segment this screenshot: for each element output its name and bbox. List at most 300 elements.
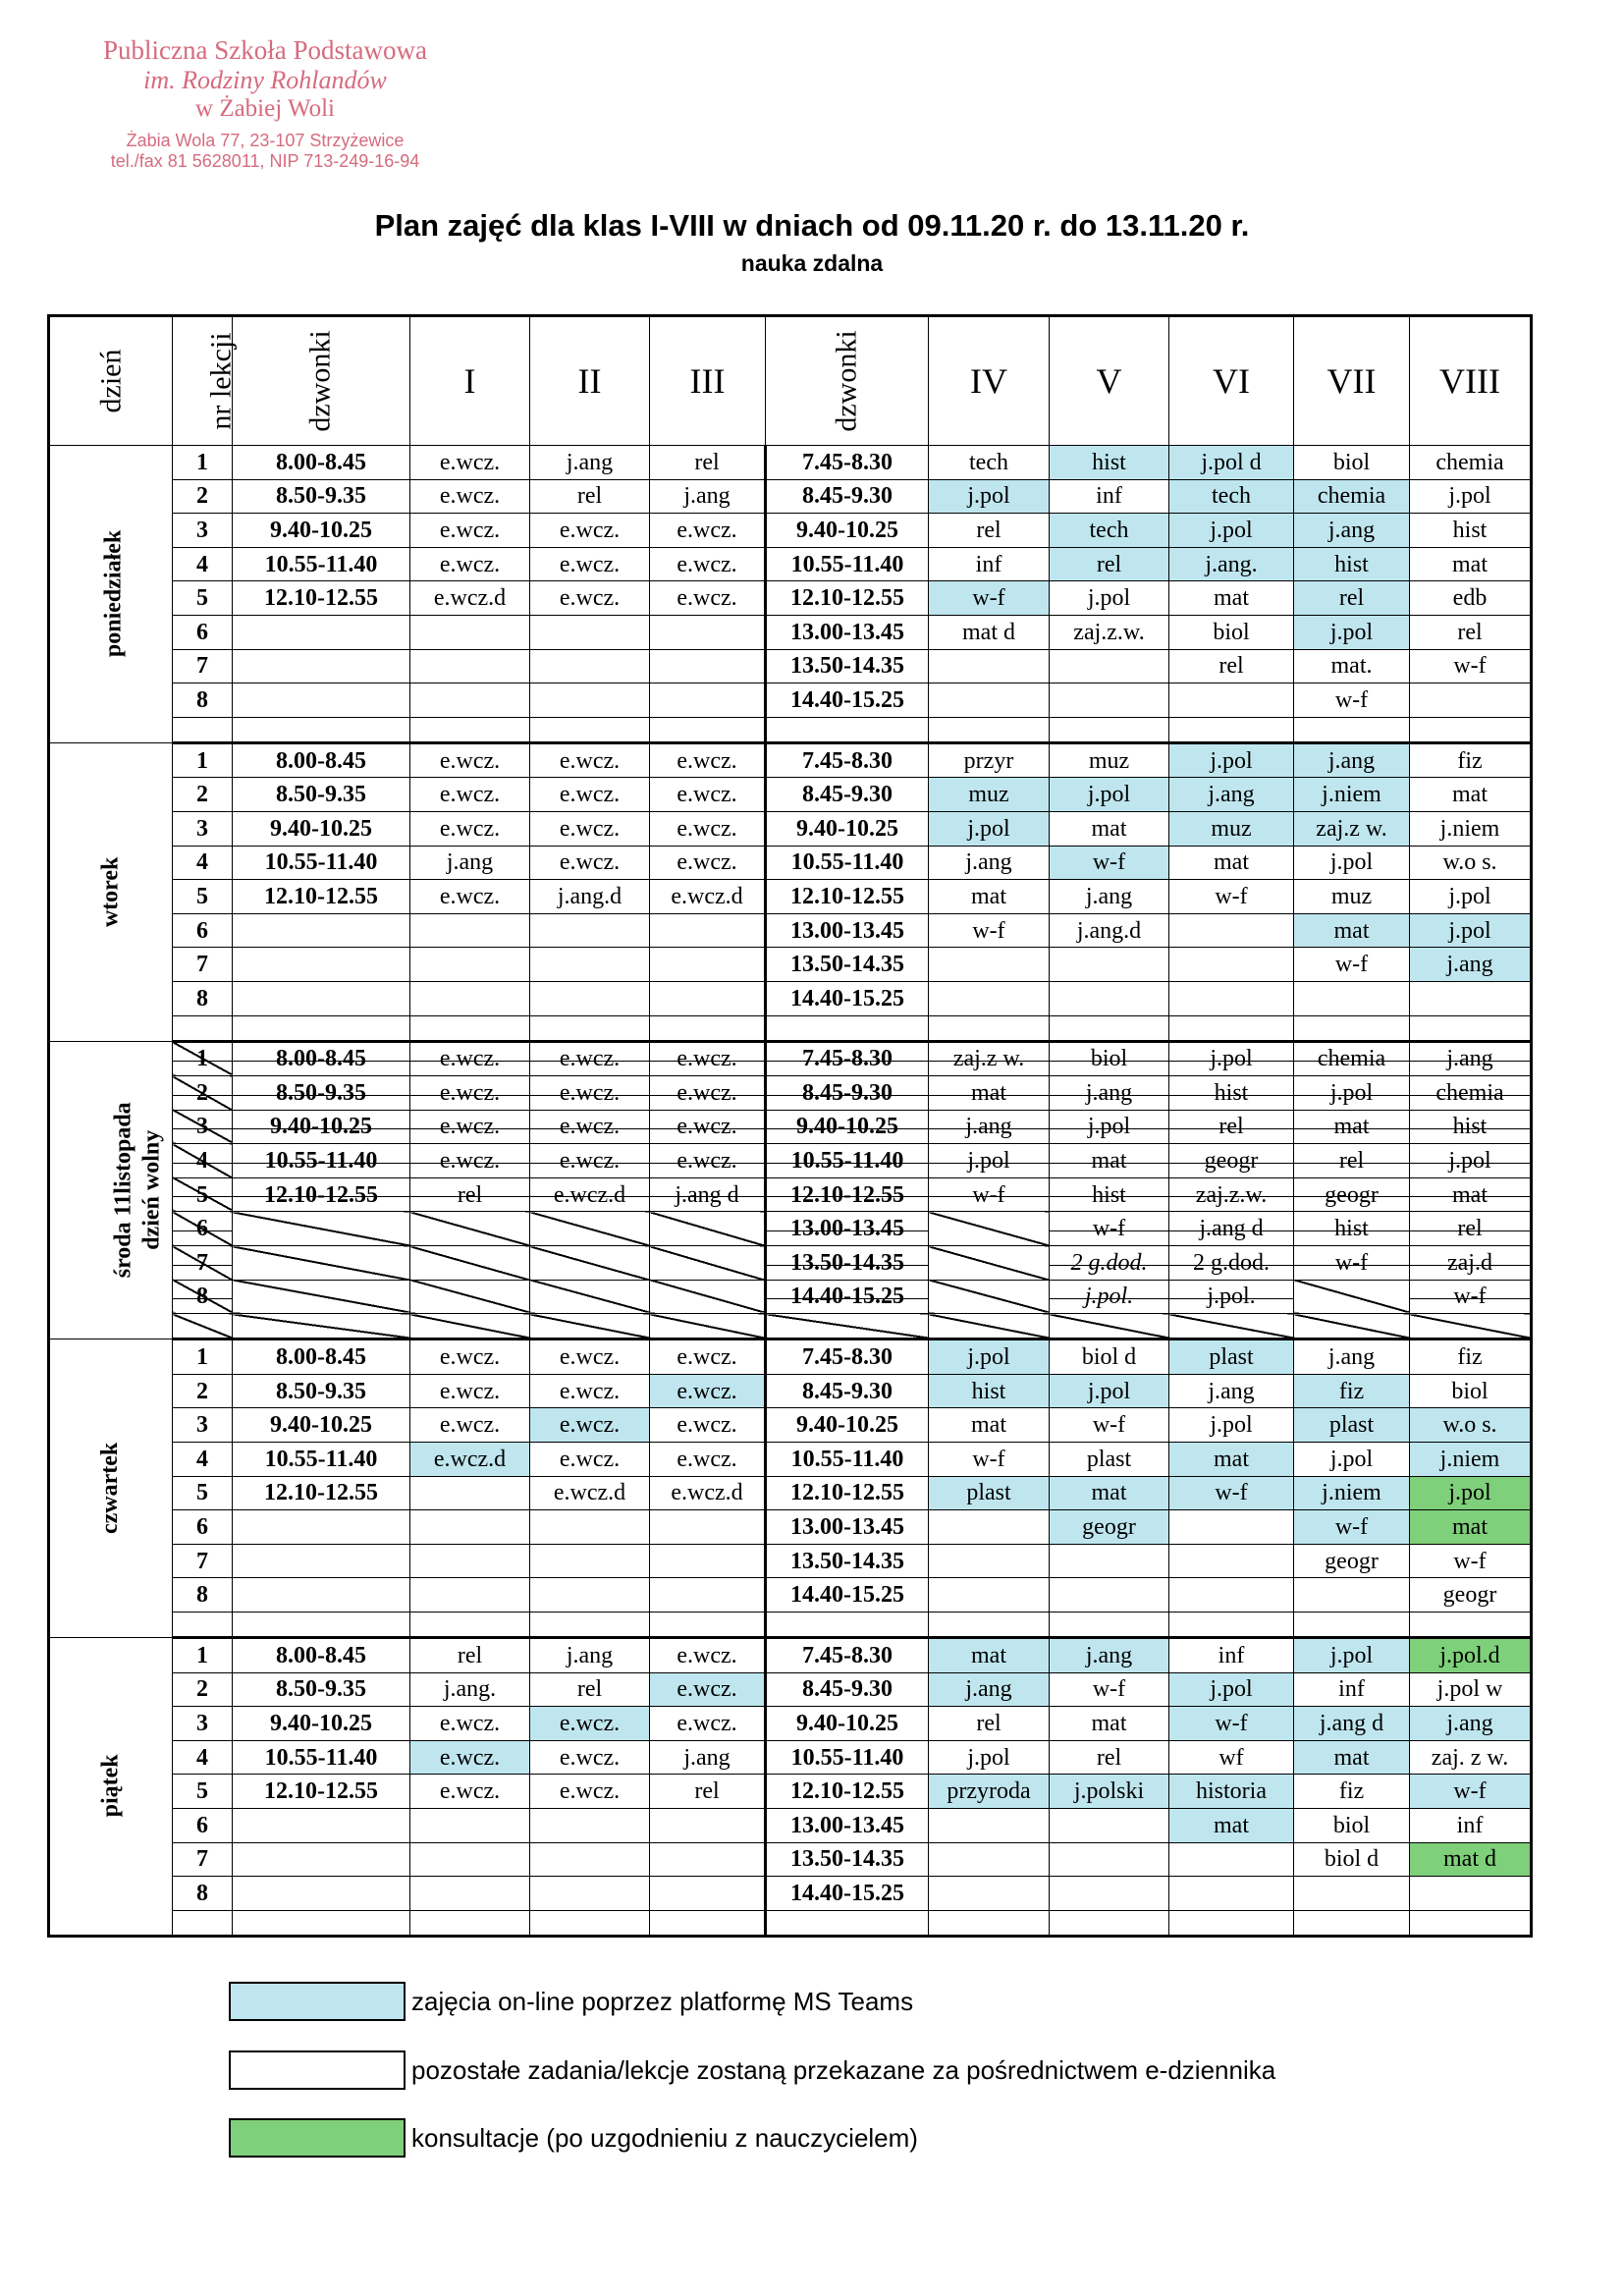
cell-class-VII: j.ang — [1294, 1339, 1410, 1375]
cell-class-IV: w-f — [929, 1443, 1050, 1477]
cell-class-VII: biol — [1294, 446, 1410, 480]
cell-class-VIII: edb — [1410, 581, 1532, 616]
cell-class-VIII: hist — [1410, 514, 1532, 548]
cell-class-VI: zaj.z.w. — [1169, 1177, 1294, 1212]
cell-class-I: e.wcz. — [410, 1144, 530, 1178]
cell-class-VIII: j.ang — [1410, 1041, 1532, 1076]
bell-time-2: 9.40-10.25 — [766, 1707, 929, 1741]
cell-class-II: rel — [530, 1672, 650, 1707]
lesson-number: 6 — [173, 615, 233, 649]
cell-class-IV: w-f — [929, 913, 1050, 948]
spacer-cell — [530, 1613, 650, 1638]
spacer-cell — [766, 1015, 929, 1041]
bell-time-2: 13.50-14.35 — [766, 1842, 929, 1877]
cell-class-III: e.wcz. — [650, 1672, 766, 1707]
table-row — [49, 615, 1532, 649]
lesson-number: 8 — [173, 1280, 233, 1314]
bell-time — [233, 1808, 410, 1842]
cell-class-V: tech — [1050, 514, 1169, 548]
cell-class-II: e.wcz. — [530, 846, 650, 880]
cell-class-V: w-f — [1050, 1212, 1169, 1246]
stamp-line-patron: im. Rodziny Rohlandów — [143, 66, 387, 94]
cell-class-V: geogr — [1050, 1510, 1169, 1545]
table-row — [49, 1707, 1532, 1741]
cell-class-IV — [929, 1578, 1050, 1613]
bell-time-2: 8.45-9.30 — [766, 1374, 929, 1408]
cell-class-VI: mat — [1169, 581, 1294, 616]
bell-time: 10.55-11.40 — [233, 1443, 410, 1477]
cell-class-I: rel — [410, 1177, 530, 1212]
cell-class-VI: j.ang. — [1169, 547, 1294, 581]
cell-class-VII — [1294, 981, 1410, 1015]
header-class-V: V — [1050, 316, 1169, 446]
cell-class-III: e.wcz. — [650, 1144, 766, 1178]
cell-class-VIII: w.o s. — [1410, 1408, 1532, 1443]
spacer-cell — [1169, 1015, 1294, 1041]
stamp-line-town: w Żabiej Woli — [195, 95, 335, 122]
header-class-VIII: VIII — [1410, 316, 1532, 446]
cell-class-I — [410, 1476, 530, 1510]
cell-class-V — [1050, 1544, 1169, 1578]
cell-class-V — [1050, 1842, 1169, 1877]
spacer-cell — [1294, 1910, 1410, 1936]
table-row — [49, 1212, 1532, 1246]
bell-time: 10.55-11.40 — [233, 846, 410, 880]
cell-class-II: e.wcz. — [530, 811, 650, 846]
day-spacer-row — [49, 717, 1532, 742]
table-row — [49, 514, 1532, 548]
bell-time: 9.40-10.25 — [233, 1707, 410, 1741]
cell-class-VIII: j.pol — [1410, 1476, 1532, 1510]
bell-time — [233, 1246, 410, 1281]
spacer-cell — [766, 1613, 929, 1638]
lesson-number: 4 — [173, 1443, 233, 1477]
bell-time-2: 10.55-11.40 — [766, 1740, 929, 1775]
lesson-number: 2 — [173, 778, 233, 812]
cell-class-II: j.ang.d — [530, 880, 650, 914]
cell-class-IV: j.ang — [929, 846, 1050, 880]
page-title: Plan zajęć dla klas I-VIII w dniach od 09.11.20 r. do 13.11.20 r. — [374, 208, 1250, 243]
lesson-number: 5 — [173, 1177, 233, 1212]
cell-class-VI: w-f — [1169, 880, 1294, 914]
cell-class-II: e.wcz.d — [530, 1476, 650, 1510]
stamp-line-school: Publiczna Szkoła Podstawowa — [103, 35, 427, 65]
cell-class-II — [530, 948, 650, 982]
bell-time-2: 14.40-15.25 — [766, 1280, 929, 1314]
cell-class-III: e.wcz.d — [650, 1476, 766, 1510]
cell-class-IV: przyroda — [929, 1775, 1050, 1809]
cell-class-VII: w-f — [1294, 683, 1410, 718]
cell-class-VII: fiz — [1294, 1775, 1410, 1809]
cell-class-IV: w-f — [929, 1177, 1050, 1212]
lesson-number: 3 — [173, 1707, 233, 1741]
spacer-cell — [1169, 717, 1294, 742]
legend-swatch-other — [229, 2050, 406, 2090]
cell-class-II: e.wcz. — [530, 1374, 650, 1408]
spacer-cell — [173, 1910, 233, 1936]
lesson-number: 3 — [173, 811, 233, 846]
table-row — [49, 742, 1532, 778]
cell-class-IV: j.ang — [929, 1110, 1050, 1144]
cell-class-VIII: w-f — [1410, 1775, 1532, 1809]
spacer-cell — [530, 1015, 650, 1041]
bell-time-2: 13.00-13.45 — [766, 1510, 929, 1545]
cell-class-IV: mat — [929, 1638, 1050, 1673]
cell-class-VII: biol — [1294, 1808, 1410, 1842]
cell-class-II: e.wcz. — [530, 547, 650, 581]
bell-time-2: 13.00-13.45 — [766, 615, 929, 649]
cell-class-III: e.wcz. — [650, 581, 766, 616]
cell-class-II: e.wcz. — [530, 1144, 650, 1178]
cell-class-III — [650, 1544, 766, 1578]
cell-class-III: e.wcz. — [650, 1374, 766, 1408]
cell-class-I: e.wcz. — [410, 479, 530, 514]
bell-time — [233, 1578, 410, 1613]
legend-label-online: zajęcia on-line poprzez platformę MS Teams — [411, 1986, 914, 2016]
legend-other — [229, 2050, 1275, 2090]
cell-class-IV — [929, 649, 1050, 683]
spacer-cell — [530, 717, 650, 742]
lesson-number: 6 — [173, 1212, 233, 1246]
cell-class-IV — [929, 1212, 1050, 1246]
cell-class-VII: w-f — [1294, 1510, 1410, 1545]
cell-class-I — [410, 1842, 530, 1877]
bell-time-2: 13.00-13.45 — [766, 1212, 929, 1246]
cell-class-VI — [1169, 1578, 1294, 1613]
cell-class-II — [530, 1510, 650, 1545]
cell-class-III: e.wcz. — [650, 1707, 766, 1741]
table-row — [49, 1808, 1532, 1842]
cell-class-III — [650, 1877, 766, 1911]
cell-class-V: w-f — [1050, 1408, 1169, 1443]
spacer-cell — [929, 1314, 1050, 1339]
spacer-cell — [233, 717, 410, 742]
cell-class-VIII: j.ang — [1410, 948, 1532, 982]
bell-time: 12.10-12.55 — [233, 880, 410, 914]
cell-class-V: j.ang.d — [1050, 913, 1169, 948]
cell-class-I — [410, 1246, 530, 1281]
lesson-number: 8 — [173, 981, 233, 1015]
table-row — [49, 1842, 1532, 1877]
cell-class-VI: mat — [1169, 1443, 1294, 1477]
cell-class-V: j.pol — [1050, 1110, 1169, 1144]
cell-class-V — [1050, 683, 1169, 718]
spacer-cell — [1050, 1910, 1169, 1936]
cell-class-VIII: geogr — [1410, 1578, 1532, 1613]
bell-time-2: 13.00-13.45 — [766, 913, 929, 948]
cell-class-I — [410, 615, 530, 649]
cell-class-IV: w-f — [929, 581, 1050, 616]
cell-class-I: rel — [410, 1638, 530, 1673]
cell-class-III — [650, 981, 766, 1015]
cell-class-IV: przyr — [929, 742, 1050, 778]
spacer-cell — [766, 1314, 929, 1339]
cell-class-I: e.wcz. — [410, 742, 530, 778]
cell-class-II: e.wcz. — [530, 1707, 650, 1741]
cell-class-V: inf — [1050, 479, 1169, 514]
bell-time-2: 14.40-15.25 — [766, 683, 929, 718]
cell-class-I: e.wcz. — [410, 1775, 530, 1809]
cell-class-VII: w-f — [1294, 1246, 1410, 1281]
bell-time: 9.40-10.25 — [233, 1110, 410, 1144]
spacer-cell — [173, 1015, 233, 1041]
cell-class-VI: j.ang — [1169, 778, 1294, 812]
cell-class-II — [530, 1578, 650, 1613]
cell-class-III: rel — [650, 446, 766, 480]
spacer-cell — [410, 1314, 530, 1339]
header-class-VI: VI — [1169, 316, 1294, 446]
cell-class-II: e.wcz. — [530, 1110, 650, 1144]
cell-class-II — [530, 683, 650, 718]
spacer-cell — [410, 1910, 530, 1936]
bell-time-2: 9.40-10.25 — [766, 811, 929, 846]
lesson-number: 5 — [173, 1775, 233, 1809]
cell-class-II — [530, 1246, 650, 1281]
cell-class-VIII — [1410, 1877, 1532, 1911]
spacer-cell — [233, 1910, 410, 1936]
cell-class-VIII: mat — [1410, 1177, 1532, 1212]
bell-time-2: 8.45-9.30 — [766, 1672, 929, 1707]
cell-class-VII: hist — [1294, 547, 1410, 581]
table-row — [49, 581, 1532, 616]
lesson-number: 8 — [173, 683, 233, 718]
cell-class-II — [530, 649, 650, 683]
cell-class-III: e.wcz. — [650, 1408, 766, 1443]
cell-class-I: e.wcz. — [410, 1076, 530, 1111]
lesson-number: 4 — [173, 846, 233, 880]
day-spacer-row — [49, 1314, 1532, 1339]
bell-time — [233, 1212, 410, 1246]
cell-class-I — [410, 1578, 530, 1613]
day-spacer-row — [49, 1613, 1532, 1638]
cell-class-I — [410, 649, 530, 683]
bell-time-2: 10.55-11.40 — [766, 1443, 929, 1477]
cell-class-I: j.ang. — [410, 1672, 530, 1707]
bell-time: 8.00-8.45 — [233, 446, 410, 480]
cell-class-V: j.ang — [1050, 1638, 1169, 1673]
cell-class-III — [650, 683, 766, 718]
cell-class-VII: chemia — [1294, 479, 1410, 514]
bell-time: 12.10-12.55 — [233, 581, 410, 616]
table-row — [49, 1740, 1532, 1775]
table-row — [49, 811, 1532, 846]
bell-time: 10.55-11.40 — [233, 1144, 410, 1178]
cell-class-V: 2 g.dod. — [1050, 1246, 1169, 1281]
cell-class-VIII: zaj. z w. — [1410, 1740, 1532, 1775]
cell-class-III: e.wcz. — [650, 1041, 766, 1076]
cell-class-II: e.wcz. — [530, 1076, 650, 1111]
cell-class-VI: j.pol. — [1169, 1280, 1294, 1314]
day-label: czwartek — [49, 1339, 173, 1638]
schedule-table — [47, 314, 1533, 1938]
bell-time: 9.40-10.25 — [233, 1408, 410, 1443]
spacer-cell — [1410, 1314, 1532, 1339]
cell-class-VIII: fiz — [1410, 1339, 1532, 1375]
bell-time-2: 13.50-14.35 — [766, 649, 929, 683]
table-row — [49, 1246, 1532, 1281]
cell-class-VII: j.ang — [1294, 514, 1410, 548]
bell-time: 8.50-9.35 — [233, 479, 410, 514]
spacer-cell — [650, 1613, 766, 1638]
spacer-cell — [233, 1015, 410, 1041]
cell-class-VIII: rel — [1410, 615, 1532, 649]
bell-time-2: 9.40-10.25 — [766, 1408, 929, 1443]
cell-class-II: e.wcz. — [530, 1740, 650, 1775]
header-bells-1: dzwonki — [233, 316, 410, 446]
bell-time-2: 13.00-13.45 — [766, 1808, 929, 1842]
table-row — [49, 778, 1532, 812]
bell-time — [233, 1510, 410, 1545]
cell-class-III — [650, 649, 766, 683]
spacer-cell — [766, 717, 929, 742]
cell-class-VIII: mat — [1410, 1510, 1532, 1545]
cell-class-V: mat — [1050, 811, 1169, 846]
table-row — [49, 1510, 1532, 1545]
cell-class-III — [650, 1246, 766, 1281]
table-row — [49, 683, 1532, 718]
cell-class-I — [410, 683, 530, 718]
bell-time-2: 7.45-8.30 — [766, 446, 929, 480]
spacer-cell — [1294, 1314, 1410, 1339]
day-spacer-row — [49, 1015, 1532, 1041]
bell-time-2: 8.45-9.30 — [766, 479, 929, 514]
page-subtitle: nauka zdalna — [740, 250, 884, 276]
spacer-cell — [929, 717, 1050, 742]
cell-class-I — [410, 913, 530, 948]
cell-class-II — [530, 913, 650, 948]
cell-class-IV: j.pol — [929, 811, 1050, 846]
table-row — [49, 913, 1532, 948]
bell-time: 8.00-8.45 — [233, 742, 410, 778]
cell-class-VIII: j.pol — [1410, 880, 1532, 914]
bell-time-2: 14.40-15.25 — [766, 981, 929, 1015]
lesson-number: 7 — [173, 649, 233, 683]
spacer-cell — [173, 1613, 233, 1638]
table-row — [49, 1443, 1532, 1477]
lesson-number: 4 — [173, 547, 233, 581]
cell-class-IV: mat — [929, 1408, 1050, 1443]
header-class-IV: IV — [929, 316, 1050, 446]
cell-class-I: e.wcz. — [410, 880, 530, 914]
cell-class-VIII: zaj.d — [1410, 1246, 1532, 1281]
cell-class-I: e.wcz. — [410, 547, 530, 581]
cell-class-VII: j.pol — [1294, 615, 1410, 649]
legend-consult — [229, 2118, 918, 2158]
cell-class-III — [650, 1842, 766, 1877]
table-row — [49, 1280, 1532, 1314]
cell-class-II: e.wcz. — [530, 514, 650, 548]
spacer-cell — [929, 1015, 1050, 1041]
cell-class-VII: mat — [1294, 913, 1410, 948]
bell-time-2: 7.45-8.30 — [766, 742, 929, 778]
bell-time — [233, 1842, 410, 1877]
lesson-number: 5 — [173, 581, 233, 616]
table-row — [49, 1672, 1532, 1707]
cell-class-II: e.wcz. — [530, 1775, 650, 1809]
table-row — [49, 1638, 1532, 1673]
cell-class-IV — [929, 683, 1050, 718]
cell-class-VI — [1169, 1842, 1294, 1877]
cell-class-VII: j.ang d — [1294, 1707, 1410, 1741]
cell-class-III: j.ang — [650, 479, 766, 514]
cell-class-VI — [1169, 1877, 1294, 1911]
cell-class-V: j.pol — [1050, 1374, 1169, 1408]
lesson-number: 8 — [173, 1578, 233, 1613]
bell-time-2: 14.40-15.25 — [766, 1877, 929, 1911]
cell-class-I — [410, 1808, 530, 1842]
legend-label-other: pozostałe zadania/lekcje zostaną przekazane za pośrednictwem e-dziennika — [411, 2054, 1276, 2085]
cell-class-V: j.ang — [1050, 1076, 1169, 1111]
cell-class-VI — [1169, 913, 1294, 948]
legend-swatch-consult — [229, 2118, 406, 2158]
bell-time: 12.10-12.55 — [233, 1775, 410, 1809]
bell-time-2: 10.55-11.40 — [766, 547, 929, 581]
bell-time — [233, 615, 410, 649]
table-row — [49, 1544, 1532, 1578]
cell-class-II — [530, 1842, 650, 1877]
cell-class-VIII: j.pol.d — [1410, 1638, 1532, 1673]
cell-class-IV — [929, 1808, 1050, 1842]
bell-time: 9.40-10.25 — [233, 514, 410, 548]
cell-class-VI: muz — [1169, 811, 1294, 846]
day-label: środa 11listopada dzień wolny — [49, 1041, 173, 1339]
spacer-cell — [410, 717, 530, 742]
lesson-number: 7 — [173, 1842, 233, 1877]
cell-class-VIII: rel — [1410, 1212, 1532, 1246]
cell-class-V — [1050, 948, 1169, 982]
bell-time — [233, 649, 410, 683]
cell-class-VIII: mat — [1410, 778, 1532, 812]
cell-class-VI: w-f — [1169, 1707, 1294, 1741]
cell-class-VII: rel — [1294, 581, 1410, 616]
cell-class-VI — [1169, 1510, 1294, 1545]
cell-class-VI: geogr — [1169, 1144, 1294, 1178]
day-label: wtorek — [49, 742, 173, 1041]
cell-class-VII: geogr — [1294, 1177, 1410, 1212]
cell-class-VII: chemia — [1294, 1041, 1410, 1076]
spacer-cell — [1294, 1015, 1410, 1041]
cell-class-IV: rel — [929, 514, 1050, 548]
spacer-cell — [1410, 1015, 1532, 1041]
cell-class-VIII: w.o s. — [1410, 846, 1532, 880]
cell-class-VII — [1294, 1578, 1410, 1613]
cell-class-VIII: chemia — [1410, 446, 1532, 480]
cell-class-V: j.pol — [1050, 581, 1169, 616]
cell-class-VI: mat — [1169, 846, 1294, 880]
cell-class-IV — [929, 981, 1050, 1015]
spacer-cell — [1410, 1910, 1532, 1936]
spacer-cell — [173, 1314, 233, 1339]
cell-class-V: biol d — [1050, 1339, 1169, 1375]
cell-class-II: e.wcz. — [530, 1339, 650, 1375]
header-day: dzień — [49, 316, 173, 446]
cell-class-VIII: w-f — [1410, 649, 1532, 683]
lesson-number: 3 — [173, 514, 233, 548]
cell-class-IV: muz — [929, 778, 1050, 812]
cell-class-I: e.wcz. — [410, 1041, 530, 1076]
cell-class-VII: j.pol — [1294, 1443, 1410, 1477]
lesson-number: 6 — [173, 1808, 233, 1842]
bell-time-2: 10.55-11.40 — [766, 1144, 929, 1178]
cell-class-III — [650, 615, 766, 649]
bell-time-2: 12.10-12.55 — [766, 1775, 929, 1809]
cell-class-III: e.wcz. — [650, 1110, 766, 1144]
lesson-number: 1 — [173, 446, 233, 480]
cell-class-VIII: w-f — [1410, 1544, 1532, 1578]
bell-time: 10.55-11.40 — [233, 1740, 410, 1775]
bell-time: 8.50-9.35 — [233, 1672, 410, 1707]
table-row — [49, 1374, 1532, 1408]
